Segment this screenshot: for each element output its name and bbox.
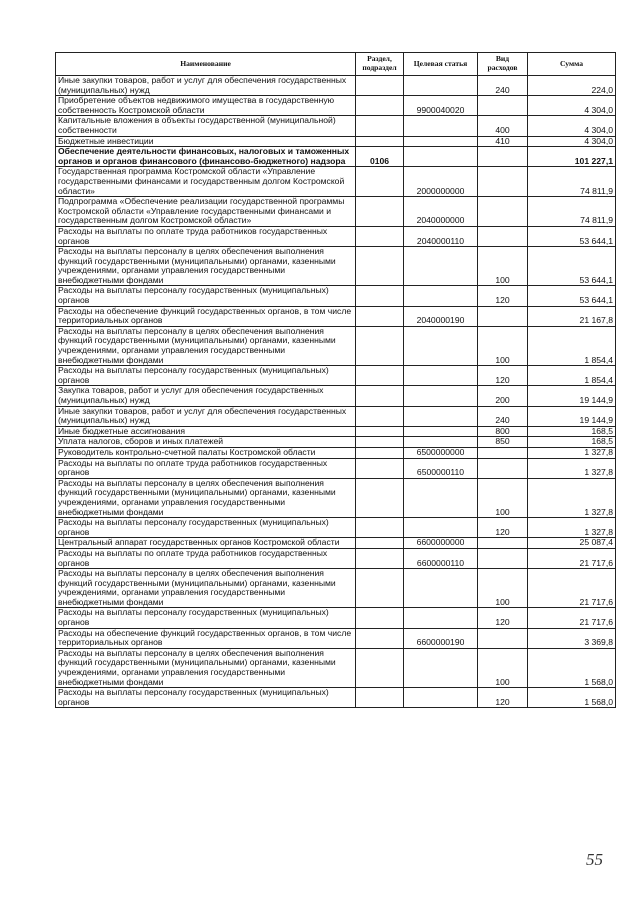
table-row [56,147,616,167]
cell-target: 6500000110 [404,458,478,478]
cell-expense-type [478,447,528,458]
cell-target: 6600000190 [404,628,478,648]
cell-name: Центральный аппарат государственных органов Костромской области [56,538,356,549]
cell-target [404,569,478,608]
cell-expense-type: 100 [478,478,528,517]
cell-name: Расходы на выплаты персоналу в целях обеспечения выполнения функций государственными (муниципальными) органами, казенными учреждениями, органами управления государственными внебюджетными фондами [56,478,356,517]
cell-name: Расходы на выплаты персоналу государственных (муниципальных) органов [56,688,356,708]
cell-section [356,386,404,406]
cell-expense-type [478,628,528,648]
cell-sum: 21 717,6 [528,548,616,568]
cell-section [356,426,404,437]
column-header-sum: Сумма [528,53,616,76]
cell-target [404,608,478,628]
cell-target: 6500000000 [404,447,478,458]
cell-section [356,96,404,116]
cell-name: Расходы на выплаты по оплате труда работников государственных органов [56,548,356,568]
table-row [56,518,616,538]
cell-section [356,569,404,608]
cell-sum: 101 227,1 [528,147,616,167]
table-row [56,458,616,478]
cell-expense-type: 400 [478,116,528,136]
cell-section [356,406,404,426]
table-row [56,688,616,708]
cell-expense-type: 240 [478,76,528,96]
cell-section [356,286,404,306]
cell-name: Бюджетные инвестиции [56,136,356,147]
cell-name: Расходы на выплаты персоналу государственных (муниципальных) органов [56,518,356,538]
table-row [56,366,616,386]
cell-name: Уплата налогов, сборов и иных платежей [56,437,356,448]
cell-expense-type: 100 [478,569,528,608]
cell-sum: 4 304,0 [528,116,616,136]
cell-sum: 1 327,8 [528,518,616,538]
cell-section [356,247,404,286]
cell-target [404,478,478,517]
table-row [56,247,616,286]
column-header-target: Целевая статья [404,53,478,76]
cell-section [356,366,404,386]
cell-section [356,326,404,365]
cell-name: Подпрограмма «Обеспечение реализации государственной программы Костромской области «Управление государственными финансами и государственным долгом Костромской области» [56,197,356,227]
cell-target [404,437,478,448]
table-header-row [56,53,616,76]
cell-sum: 168,5 [528,426,616,437]
cell-target [404,326,478,365]
table-row [56,437,616,448]
cell-section [356,226,404,246]
cell-sum: 4 304,0 [528,136,616,147]
cell-name: Расходы на выплаты персоналу в целях обеспечения выполнения функций государственными (муниципальными) органами, казенными учреждениями, органами управления государственными внебюджетными фондами [56,648,356,687]
cell-target: 6600000110 [404,548,478,568]
cell-expense-type [478,147,528,167]
table-row [56,447,616,458]
cell-name: Расходы на выплаты персоналу государственных (муниципальных) органов [56,608,356,628]
cell-name: Закупка товаров, работ и услуг для обеспечения государственных (муниципальных) нужд [56,386,356,406]
cell-name: Иные закупки товаров, работ и услуг для обеспечения государственных (муниципальных) нужд [56,76,356,96]
cell-target: 2000000000 [404,167,478,197]
table-row [56,167,616,197]
table-body [56,76,616,708]
cell-name: Государственная программа Костромской области «Управление государственными финансами и государственным долгом Костромской области» [56,167,356,197]
cell-expense-type: 120 [478,688,528,708]
cell-sum: 74 811,9 [528,167,616,197]
cell-target [404,518,478,538]
cell-target: 2040000190 [404,306,478,326]
cell-expense-type [478,306,528,326]
cell-expense-type [478,197,528,227]
cell-sum: 53 644,1 [528,247,616,286]
cell-section [356,478,404,517]
cell-section [356,437,404,448]
cell-name: Обеспечение деятельности финансовых, налоговых и таможенных органов и органов финансового (финансово-бюджетного) надзора [56,147,356,167]
table-row [56,226,616,246]
cell-sum: 19 144,9 [528,386,616,406]
cell-section [356,538,404,549]
cell-section [356,688,404,708]
table-row [56,386,616,406]
budget-table [55,52,616,708]
cell-name: Расходы на выплаты персоналу в целях обеспечения выполнения функций государственными (муниципальными) органами, казенными учреждениями, органами управления государственными внебюджетными фондами [56,569,356,608]
cell-name: Расходы на выплаты по оплате труда работников государственных органов [56,458,356,478]
cell-target [404,426,478,437]
cell-sum: 1 854,4 [528,366,616,386]
cell-sum: 3 369,8 [528,628,616,648]
cell-section [356,167,404,197]
cell-name: Расходы на выплаты персоналу в целях обеспечения выполнения функций государственными (муниципальными) органами, казенными учреждениями, органами управления государственными внебюджетными фондами [56,247,356,286]
cell-expense-type [478,548,528,568]
cell-expense-type: 120 [478,286,528,306]
cell-expense-type: 850 [478,437,528,448]
cell-sum: 1 327,8 [528,447,616,458]
cell-target [404,76,478,96]
cell-target: 6600000000 [404,538,478,549]
cell-sum: 53 644,1 [528,226,616,246]
cell-target: 9900040020 [404,96,478,116]
cell-sum: 74 811,9 [528,197,616,227]
table-row [56,569,616,608]
cell-sum: 21 167,8 [528,306,616,326]
cell-expense-type: 120 [478,366,528,386]
cell-expense-type: 100 [478,326,528,365]
table-row [56,116,616,136]
cell-name: Расходы на выплаты персоналу в целях обеспечения выполнения функций государственными (муниципальными) органами, казенными учреждениями, органами управления государственными внебюджетными фондами [56,326,356,365]
cell-section [356,197,404,227]
cell-sum: 1 327,8 [528,458,616,478]
table-row [56,648,616,687]
cell-target: 2040000000 [404,197,478,227]
cell-name: Иные закупки товаров, работ и услуг для обеспечения государственных (муниципальных) нужд [56,406,356,426]
cell-sum: 224,0 [528,76,616,96]
cell-section [356,518,404,538]
cell-name: Капитальные вложения в объекты государственной (муниципальной) собственности [56,116,356,136]
cell-section [356,447,404,458]
cell-expense-type: 120 [478,518,528,538]
table-row [56,426,616,437]
cell-expense-type: 120 [478,608,528,628]
cell-target [404,136,478,147]
cell-target [404,286,478,306]
cell-target [404,116,478,136]
cell-section [356,306,404,326]
cell-name: Иные бюджетные ассигнования [56,426,356,437]
table-row [56,286,616,306]
table-row [56,326,616,365]
cell-expense-type [478,538,528,549]
cell-section: 0106 [356,147,404,167]
cell-expense-type [478,226,528,246]
table-row [56,548,616,568]
table-row [56,628,616,648]
cell-sum: 1 854,4 [528,326,616,365]
table-row [56,538,616,549]
cell-section [356,136,404,147]
cell-sum: 1 327,8 [528,478,616,517]
table-row [56,306,616,326]
table-row [56,76,616,96]
cell-sum: 168,5 [528,437,616,448]
cell-target [404,386,478,406]
cell-name: Расходы на выплаты по оплате труда работников государственных органов [56,226,356,246]
cell-sum: 19 144,9 [528,406,616,426]
cell-expense-type [478,167,528,197]
cell-section [356,648,404,687]
cell-name: Расходы на обеспечение функций государственных органов, в том числе территориальных органов [56,306,356,326]
cell-sum: 1 568,0 [528,648,616,687]
cell-name: Расходы на выплаты персоналу государственных (муниципальных) органов [56,366,356,386]
cell-name: Приобретение объектов недвижимого имущества в государственную собственность Костромской области [56,96,356,116]
cell-target: 2040000110 [404,226,478,246]
cell-sum: 25 087,4 [528,538,616,549]
cell-name: Расходы на выплаты персоналу государственных (муниципальных) органов [56,286,356,306]
cell-target [404,366,478,386]
table-row [56,96,616,116]
cell-expense-type: 410 [478,136,528,147]
cell-sum: 53 644,1 [528,286,616,306]
cell-expense-type: 800 [478,426,528,437]
cell-section [356,116,404,136]
table-row [56,608,616,628]
cell-expense-type: 200 [478,386,528,406]
cell-sum: 21 717,6 [528,569,616,608]
cell-expense-type: 240 [478,406,528,426]
cell-sum: 1 568,0 [528,688,616,708]
table-row [56,478,616,517]
cell-section [356,458,404,478]
cell-name: Расходы на обеспечение функций государственных органов, в том числе территориальных органов [56,628,356,648]
cell-target [404,648,478,687]
cell-name: Руководитель контрольно-счетной палаты Костромской области [56,447,356,458]
cell-section [356,628,404,648]
cell-expense-type: 100 [478,648,528,687]
table-row [56,136,616,147]
cell-section [356,608,404,628]
cell-target [404,688,478,708]
cell-sum: 4 304,0 [528,96,616,116]
cell-expense-type [478,96,528,116]
table-row [56,406,616,426]
cell-sum: 21 717,6 [528,608,616,628]
cell-expense-type [478,458,528,478]
cell-section [356,76,404,96]
cell-target [404,406,478,426]
column-header-type: Вид расходов [478,53,528,76]
column-header-name: Наименование [56,53,356,76]
column-header-section: Раздел, подраздел [356,53,404,76]
cell-expense-type: 100 [478,247,528,286]
cell-target [404,147,478,167]
table-row [56,197,616,227]
page-number: 55 [586,850,603,869]
cell-section [356,548,404,568]
cell-target [404,247,478,286]
